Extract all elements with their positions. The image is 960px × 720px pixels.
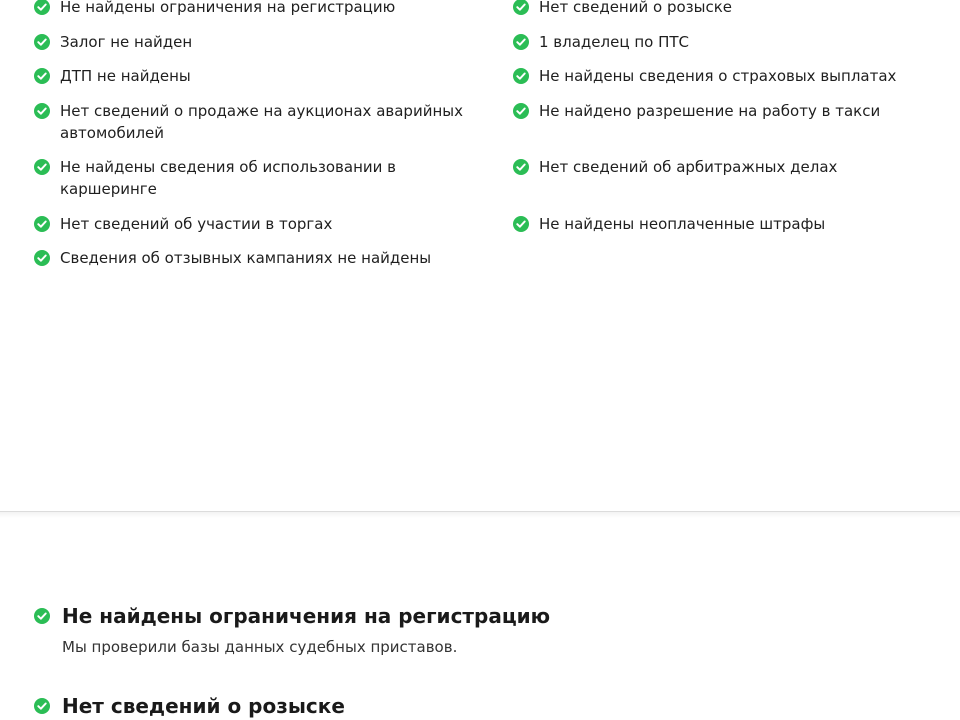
check-item-label: Залог не найден bbox=[60, 32, 193, 51]
check-item-label: Не найдены неоплаченные штрафы bbox=[539, 214, 826, 233]
detail-title: Не найдены ограничения на регистрацию bbox=[62, 604, 551, 628]
check-item-label: Нет сведений об арбитражных делах bbox=[539, 158, 838, 176]
check-item-owners bbox=[513, 31, 934, 53]
check-item-label: Не найдены сведения об использовании в каршеринге bbox=[60, 158, 397, 198]
check-circle-icon bbox=[513, 34, 529, 50]
check-circle-icon bbox=[34, 34, 50, 50]
check-circle-icon bbox=[34, 698, 50, 714]
check-item-wanted bbox=[513, 0, 934, 18]
check-circle-icon bbox=[34, 0, 50, 15]
check-item-pledge bbox=[34, 31, 513, 53]
detail-header bbox=[34, 693, 914, 719]
check-item-unpaid-fines bbox=[513, 213, 934, 235]
check-item-label: Сведения об отзывных кампаниях не найдены bbox=[60, 249, 432, 267]
check-circle-icon bbox=[34, 216, 50, 232]
check-circle-icon bbox=[34, 103, 50, 119]
detail-title: Нет сведений о розыске bbox=[62, 694, 345, 718]
check-summary bbox=[34, 0, 934, 282]
check-summary-right-column bbox=[513, 0, 934, 282]
check-item-label: Нет сведений о продаже на аукционах аварийных автомобилей bbox=[60, 101, 463, 142]
check-circle-icon bbox=[34, 68, 50, 84]
check-item-label: 1 владелец по ПТС bbox=[539, 32, 689, 51]
detail-wanted bbox=[34, 693, 914, 719]
check-item-label: Не найдено разрешение на работу в такси bbox=[539, 101, 881, 120]
check-circle-icon bbox=[513, 216, 529, 232]
detail-header bbox=[34, 603, 914, 629]
check-item-recall-campaigns bbox=[34, 247, 513, 269]
check-item-accidents bbox=[34, 65, 513, 87]
check-item-registration-restrictions bbox=[34, 0, 513, 18]
check-item-tenders bbox=[34, 213, 513, 235]
check-circle-icon bbox=[34, 159, 50, 175]
check-circle-icon bbox=[513, 0, 529, 15]
check-item-salvage-auctions bbox=[34, 100, 513, 144]
check-circle-icon bbox=[513, 68, 529, 84]
section-divider-shadow bbox=[0, 512, 960, 518]
check-item-taxi-permit bbox=[513, 100, 934, 122]
check-item-label: Не найдены сведения о страховых выплатах bbox=[539, 67, 897, 85]
check-summary-left-column bbox=[34, 0, 513, 282]
check-circle-icon bbox=[34, 250, 50, 266]
check-item-label: ДТП не найдены bbox=[60, 67, 191, 85]
detail-subtitle: Мы проверили базы данных судебных приставов. bbox=[62, 638, 458, 656]
check-item-carsharing bbox=[34, 156, 513, 200]
check-item-arbitration bbox=[513, 156, 934, 178]
check-circle-icon bbox=[513, 159, 529, 175]
check-circle-icon bbox=[513, 103, 529, 119]
check-item-label: Нет сведений о розыске bbox=[539, 0, 733, 16]
check-item-label: Нет сведений об участии в торгах bbox=[60, 214, 333, 233]
detail-registration-restrictions bbox=[34, 603, 914, 657]
check-circle-icon bbox=[34, 608, 50, 624]
check-item-insurance-payouts bbox=[513, 65, 934, 87]
check-item-label: Не найдены ограничения на регистрацию bbox=[60, 0, 396, 16]
